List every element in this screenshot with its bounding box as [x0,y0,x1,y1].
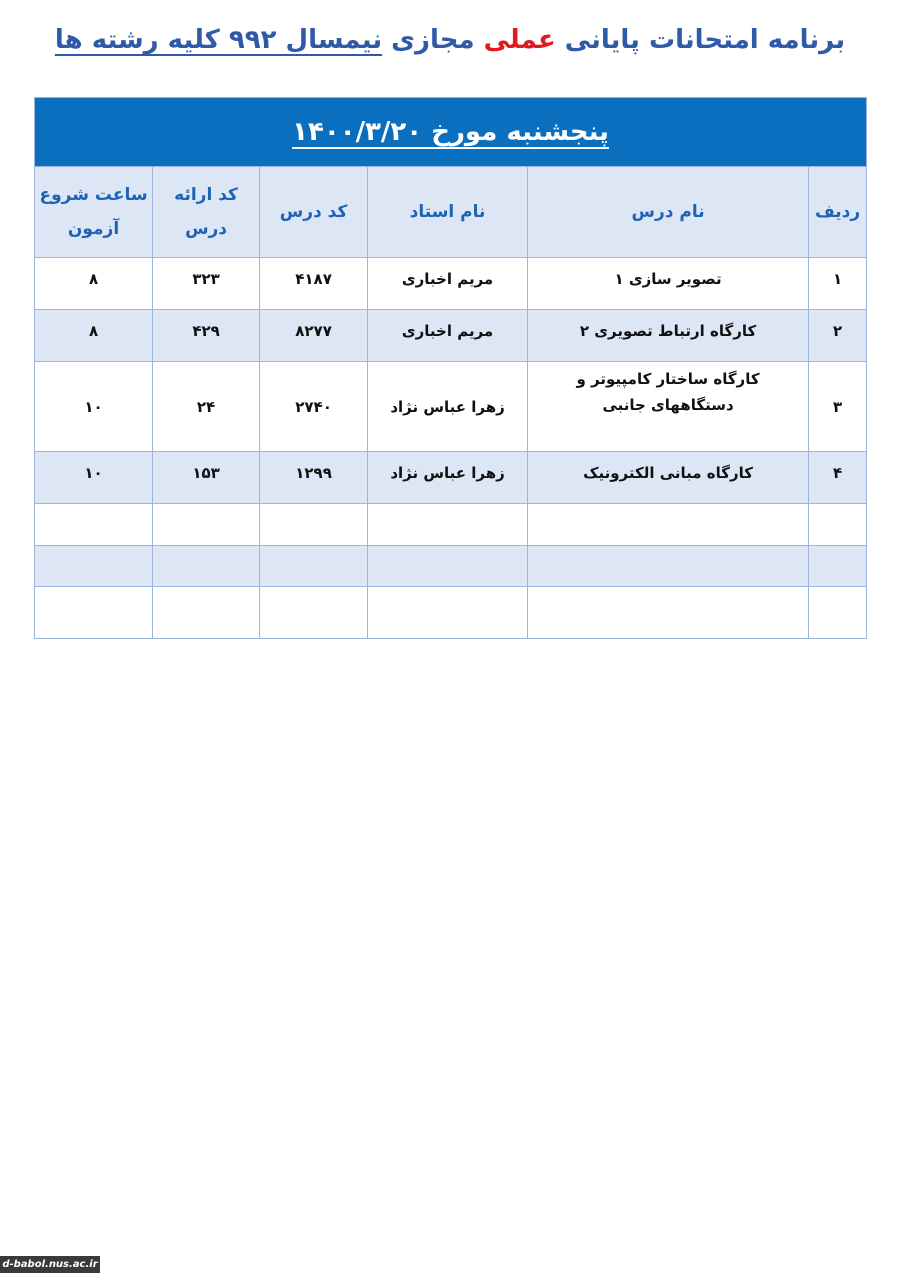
cell-instructor: مریم اخباری [368,310,528,362]
empty-cell [260,587,368,639]
cell-row-number: ۴ [809,452,867,504]
empty-cell [528,587,809,639]
table-row-empty [35,504,867,546]
empty-cell [153,587,260,639]
cell-row-number: ۲ [809,310,867,362]
title-part1: برنامه امتحانات پایانی [555,25,846,55]
empty-cell [153,546,260,587]
cell-instructor: زهرا عباس نژاد [368,362,528,452]
table-row-empty [35,587,867,639]
empty-cell [35,587,153,639]
cell-offer-code: ۴۲۹ [153,310,260,362]
empty-cell [153,504,260,546]
cell-course-name: تصویر سازی ۱ [528,258,809,310]
cell-course-code: ۲۷۴۰ [260,362,368,452]
cell-start-time: ۸ [35,310,153,362]
empty-cell [260,504,368,546]
empty-cell [809,504,867,546]
table-header-row [35,167,867,258]
table-row [35,362,867,452]
page-title [40,18,860,62]
date-banner-label: پنجشنبه مورخ ۱۴۰۰/۳/۲۰ [292,117,609,147]
empty-cell [528,546,809,587]
cell-course-code: ۸۲۷۷ [260,310,368,362]
empty-cell [809,587,867,639]
cell-row-number: ۱ [809,258,867,310]
table-row [35,310,867,362]
table-row-empty [35,546,867,587]
cell-instructor: مریم اخباری [368,258,528,310]
title-practical: عملی [483,25,556,55]
header-course-name: نام درس [528,167,809,258]
cell-course-name: کارگاه ارتباط تصویری ۲ [528,310,809,362]
title-semester: نیمسال ۹۹۲ کلیه رشته ها [54,25,383,55]
exam-schedule-table [34,97,867,639]
empty-cell [809,546,867,587]
empty-cell [368,546,528,587]
cell-row-number: ۳ [809,362,867,452]
cell-start-time: ۱۰ [35,362,153,452]
cell-offer-code: ۱۵۳ [153,452,260,504]
header-offer-code-line2: درس [185,219,228,239]
header-start-time-line2: آزمون [67,219,120,239]
header-course-code: کد درس [260,167,368,258]
empty-cell [35,504,153,546]
cell-course-code: ۴۱۸۷ [260,258,368,310]
cell-instructor: زهرا عباس نژاد [368,452,528,504]
site-watermark: d-babol.nus.ac.ir [0,1256,100,1273]
header-offer-code-line1: کد ارائه [174,185,238,205]
empty-cell [528,504,809,546]
cell-start-time: ۱۰ [35,452,153,504]
empty-cell [368,587,528,639]
header-start-time-line1: ساعت شروع [39,185,148,205]
header-row-number: ردیف [809,167,867,258]
empty-cell [35,546,153,587]
cell-offer-code: ۳۲۳ [153,258,260,310]
title-part3: مجازی [382,25,484,55]
table-row [35,258,867,310]
date-banner [35,98,867,167]
cell-course-name: کارگاه ساختار کامپیوتر و دستگاههای جانبی [528,362,809,452]
cell-course-name: کارگاه مبانی الکترونیک [528,452,809,504]
cell-offer-code: ۲۴ [153,362,260,452]
header-instructor: نام استاد [368,167,528,258]
empty-cell [368,504,528,546]
table-row [35,452,867,504]
cell-course-code: ۱۲۹۹ [260,452,368,504]
header-offer-code [153,167,260,258]
header-start-time [35,167,153,258]
cell-start-time: ۸ [35,258,153,310]
empty-cell [260,546,368,587]
